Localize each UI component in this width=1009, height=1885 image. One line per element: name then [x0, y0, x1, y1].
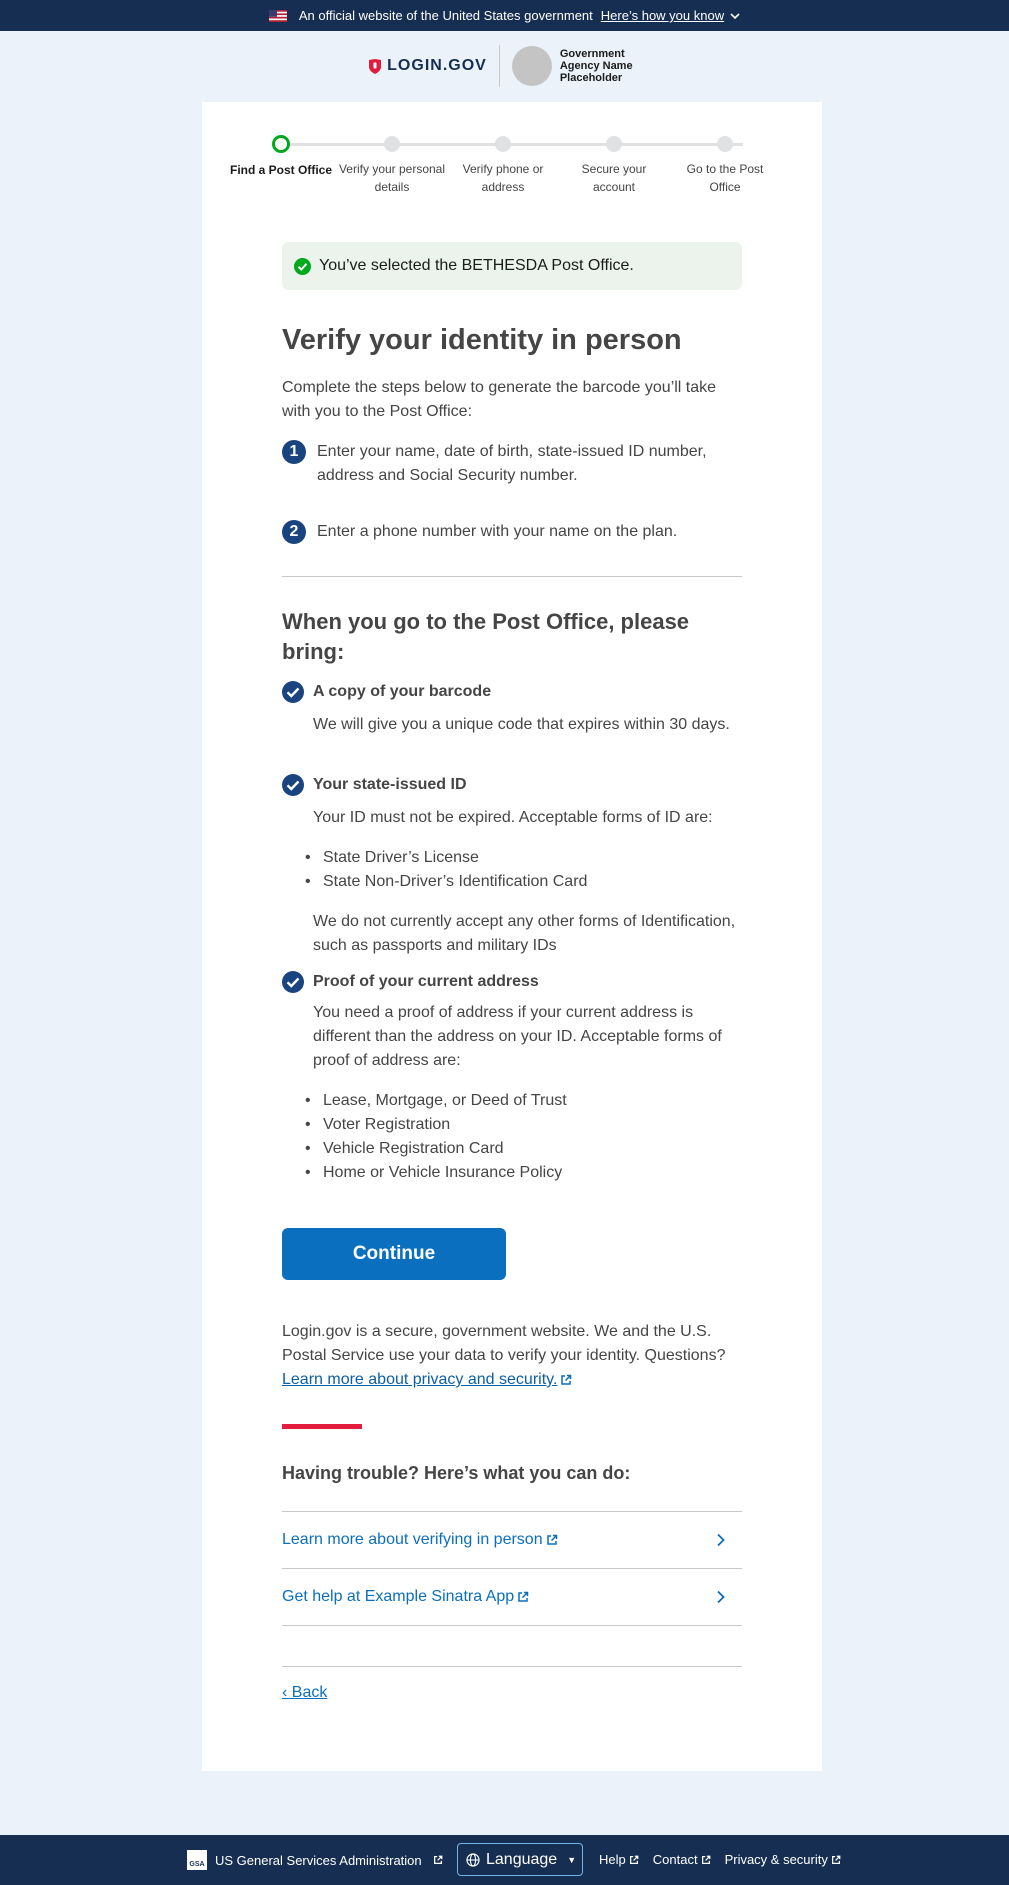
bring-item-body: Your ID must not be expired. Acceptable forms of ID are: — [313, 809, 713, 826]
external-link-icon — [831, 1855, 841, 1865]
step-label: Verify your personal details — [338, 162, 446, 194]
address-forms-list — [282, 1089, 742, 1185]
intro-text: Complete the steps below to generate the barcode you’ll take with you to the Post Office: — [282, 379, 717, 420]
bring-item-title: Your state-issued ID — [313, 776, 467, 793]
gsa-text: US General Services Administration — [215, 1852, 422, 1868]
step-number-badge: 1 — [282, 440, 306, 464]
step-number-badge: 2 — [282, 520, 306, 544]
list-item: • Lease, Mortgage, or Deed of Trust — [323, 1089, 742, 1113]
agency-logo — [512, 46, 552, 86]
continue-button[interactable]: Continue — [282, 1228, 506, 1280]
numbered-step-2 — [282, 520, 742, 544]
external-link-icon — [701, 1855, 711, 1865]
step-verify-personal-details — [337, 134, 447, 196]
step-go-to-post-office — [670, 134, 780, 196]
list-item: • State Non-Driver’s Identification Card — [323, 870, 742, 894]
caret-down-icon: ▼ — [567, 1854, 577, 1865]
list-item: • Vehicle Registration Card — [323, 1137, 742, 1161]
footer-link-label: Privacy & security — [724, 1852, 828, 1867]
privacy-notice — [282, 1320, 742, 1392]
trouble-links-list — [282, 1511, 742, 1626]
header-divider — [499, 45, 500, 87]
step-dot — [717, 136, 733, 152]
trouble-link-label: Get help at Example Sinatra App — [282, 1588, 515, 1605]
numbered-step-1 — [282, 440, 742, 488]
check-circle-icon — [294, 258, 311, 275]
contact-link[interactable] — [653, 1852, 711, 1867]
site-header — [0, 31, 1009, 101]
list-item: • State Driver’s License — [323, 846, 742, 870]
privacy-security-link[interactable] — [282, 1371, 572, 1388]
learn-verifying-in-person-link[interactable] — [282, 1512, 742, 1569]
bring-item-title: Proof of your current address — [313, 973, 539, 990]
chevron-down-icon — [730, 11, 740, 21]
privacy-text: Login.gov is a secure, government website. We and the U.S. Postal Service use your data to verify your identity. Questions? — [282, 1323, 726, 1364]
language-selector[interactable] — [457, 1843, 583, 1876]
external-link-icon — [560, 1374, 572, 1386]
step-dot — [606, 136, 622, 152]
footer-link-label: Contact — [652, 1852, 698, 1867]
gsa-logo: GSA — [187, 1850, 207, 1870]
main-card — [202, 102, 822, 1771]
help-link[interactable] — [599, 1852, 639, 1867]
page-title: Verify your identity in person — [282, 324, 682, 356]
chevron-right-icon — [714, 1533, 728, 1547]
step-label: Secure your account — [581, 162, 647, 194]
agency-name: Government Agency Name Placeholder — [559, 48, 633, 84]
step-dot — [384, 136, 400, 152]
step-find-post-office — [226, 134, 336, 179]
bring-heading: When you go to the Post Office, please bring: — [282, 609, 690, 664]
id-forms-list — [282, 846, 742, 894]
check-circle-icon — [282, 681, 304, 703]
check-circle-icon — [282, 971, 304, 993]
external-link-icon — [546, 1534, 558, 1546]
us-flag-icon — [269, 10, 287, 22]
shield-icon — [369, 59, 381, 74]
success-alert — [282, 242, 742, 290]
gsa-link[interactable] — [187, 1850, 443, 1870]
heres-how-you-know-link[interactable] — [601, 8, 740, 23]
trouble-heading: Having trouble? Here’s what you can do: — [282, 1463, 631, 1483]
chevron-right-icon — [714, 1590, 728, 1604]
bring-item-title: A copy of your barcode — [313, 683, 492, 700]
site-footer — [0, 1835, 1009, 1885]
language-label: Language — [486, 1850, 558, 1868]
bring-item-body: You need a proof of address if your current address is different than the address on your ID. Acceptable forms of proof of address are: — [313, 1004, 722, 1069]
back-link[interactable]: ‹ Back — [282, 1684, 328, 1701]
step-label: Go to the Post Office — [686, 162, 764, 194]
gov-banner — [0, 0, 1009, 31]
list-item: • Home or Vehicle Insurance Policy — [323, 1161, 742, 1185]
get-help-sinatra-link[interactable] — [282, 1569, 742, 1626]
login-gov-logo[interactable] — [369, 57, 487, 75]
privacy-security-footer-link[interactable] — [725, 1852, 841, 1867]
numbered-step-text: Enter a phone number with your name on the plan. — [317, 523, 678, 540]
banner-text: An official website of the United States government — [298, 8, 593, 23]
step-verify-phone-address — [448, 134, 558, 196]
accent-bar — [282, 1424, 362, 1429]
back-divider — [282, 1666, 742, 1667]
step-label: Find a Post Office — [229, 163, 332, 177]
external-link-icon — [629, 1855, 639, 1865]
globe-icon — [466, 1853, 480, 1867]
alert-text: You’ve selected the BETHESDA Post Office. — [319, 257, 634, 274]
footer-links — [599, 1852, 841, 1867]
numbered-step-text: Enter your name, date of birth, state-issued ID number, address and Social Security number. — [317, 443, 707, 484]
id-note: We do not currently accept any other forms of Identification, such as passports and military IDs — [313, 913, 736, 954]
bring-item-body: We will give you a unique code that expires within 30 days. — [313, 716, 730, 733]
external-link-icon — [517, 1591, 529, 1603]
bring-item-address — [282, 971, 742, 1185]
bring-item-id — [282, 774, 742, 958]
footer-link-label: Help — [599, 1852, 626, 1867]
logo-text: LOGIN.GOV — [387, 57, 487, 74]
bring-item-barcode — [282, 681, 742, 737]
step-label: Verify phone or address — [462, 162, 544, 194]
list-item: • Voter Registration — [323, 1113, 742, 1137]
step-dot — [495, 136, 511, 152]
step-dot — [272, 135, 290, 153]
check-circle-icon — [282, 774, 304, 796]
step-secure-account — [559, 134, 669, 196]
heres-how-link-label: Here’s how you know — [600, 8, 725, 23]
privacy-link-label: Learn more about privacy and security. — [282, 1371, 558, 1388]
section-divider — [282, 576, 742, 577]
trouble-link-label: Learn more about verifying in person — [282, 1531, 543, 1548]
external-link-icon — [433, 1855, 443, 1865]
